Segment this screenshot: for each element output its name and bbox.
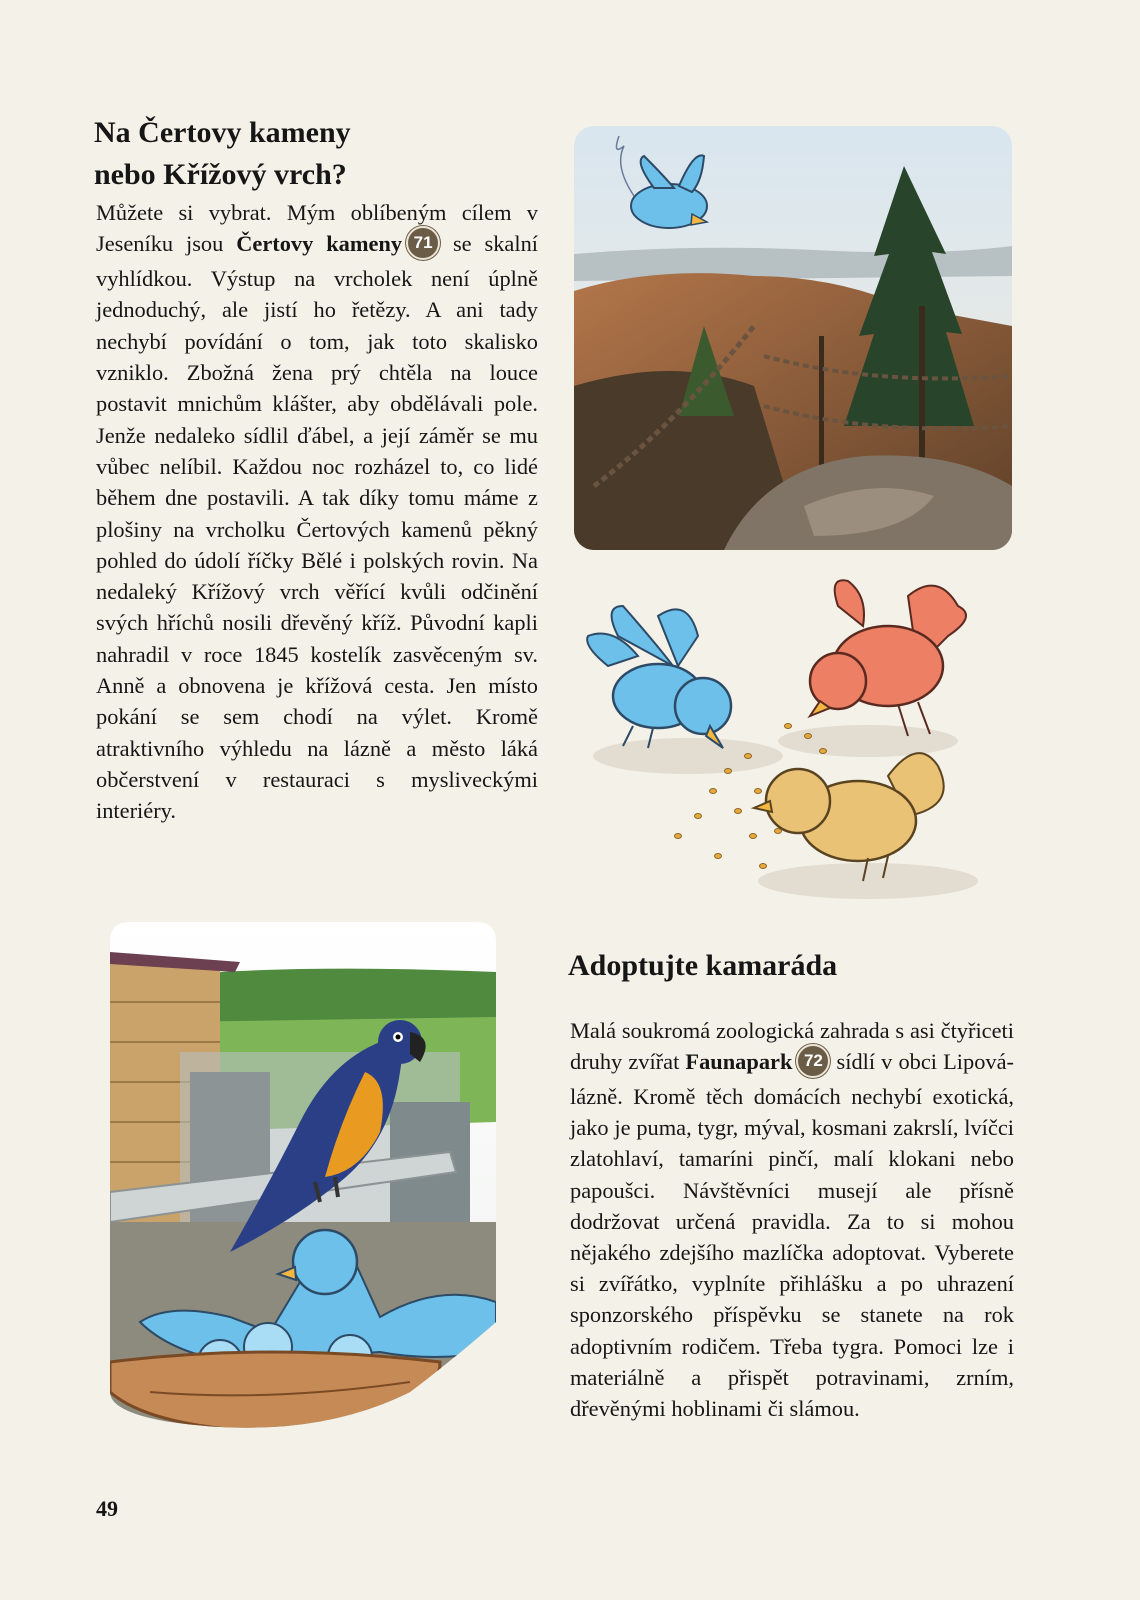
location-badge-72: 72: [796, 1044, 830, 1078]
parrot-photo: [110, 922, 496, 1442]
section-title-adoptujte-kamarada: Adoptujte kamaráda: [568, 949, 838, 982]
section-text-faunapark: Malá soukromá zoologická zahrada s asi čtyřiceti druhy zvířat Faunapark 72 sídlí v obci Lipová-lázně. Kromě těch domácích nechybí exotická, jako je puma, tygr, mýval, kosmani zakrslí, lvíčci zlatohlaví, tamaríni pinčí, malí klokani nebo papoušci. Návštěvníci musejí ale přísně dodržovat určená pravidla. Za to si mohou nějakého zdejšího mazlíčka adoptovat. Vyberete si zvířátko, vyplníte přihlášku a po uhrazení sponzorského příspěvku se stanete na rok adoptivním rodičem. Třeba tygra. Pomoci lze i materiálně a přispět potravinami, zrním, dřevěnými hoblinami či slámou.: [570, 1018, 1014, 1422]
section-text-certovy-kameny: Můžete si vybrat. Mým oblíbeným cílem v Jeseníku jsou Čertovy kameny 71 se skalní vyhlídkou. Výstup na vrcholek není úplně jednoduchý, ale jistí ho řetězy. A ani tady nechybí povídání o tom, jak toto skalisko vzniklo. Zbožná žena prý chtěla na louce postavit mnichům klášter, aby obdělávali pole. Jenže nedaleko sídlil ďábel, a její záměr se mu vůbec nelíbil. Každou noc rozházel to, co lidé během dne postavili. A tak díky tomu máme z plošiny na vrcholku Čertových kamenů pěkný pohled do údolí říčky Bělé i polských rovin. Na nedaleký Křížový vrch věřící kvůli odčinění svých hříchů nosili dřevěný kříž. Původní kapli nahradil v roce 1845 kostelík zasvěceným sv. Anně a obnovena je křížová cesta. Jen místo pokání se sem chodí na výlet. Kromě atraktivního výhledu na lázně a město láká občerstvení v restauraci s mysliveckými interiéry.: [96, 200, 538, 824]
location-badge-71: 71: [406, 226, 440, 260]
mountain-view-photo: [574, 126, 1012, 550]
place-name-certovy-kameny: Čertovy kameny: [236, 231, 403, 257]
page-number: 49: [96, 1496, 118, 1521]
place-name-faunapark: Faunapark: [685, 1049, 793, 1075]
birds-pecking-illustration: [578, 576, 1018, 906]
section-title-certovy-kameny: Na Čertovy kameny nebo Křížový vrch?: [94, 116, 351, 191]
